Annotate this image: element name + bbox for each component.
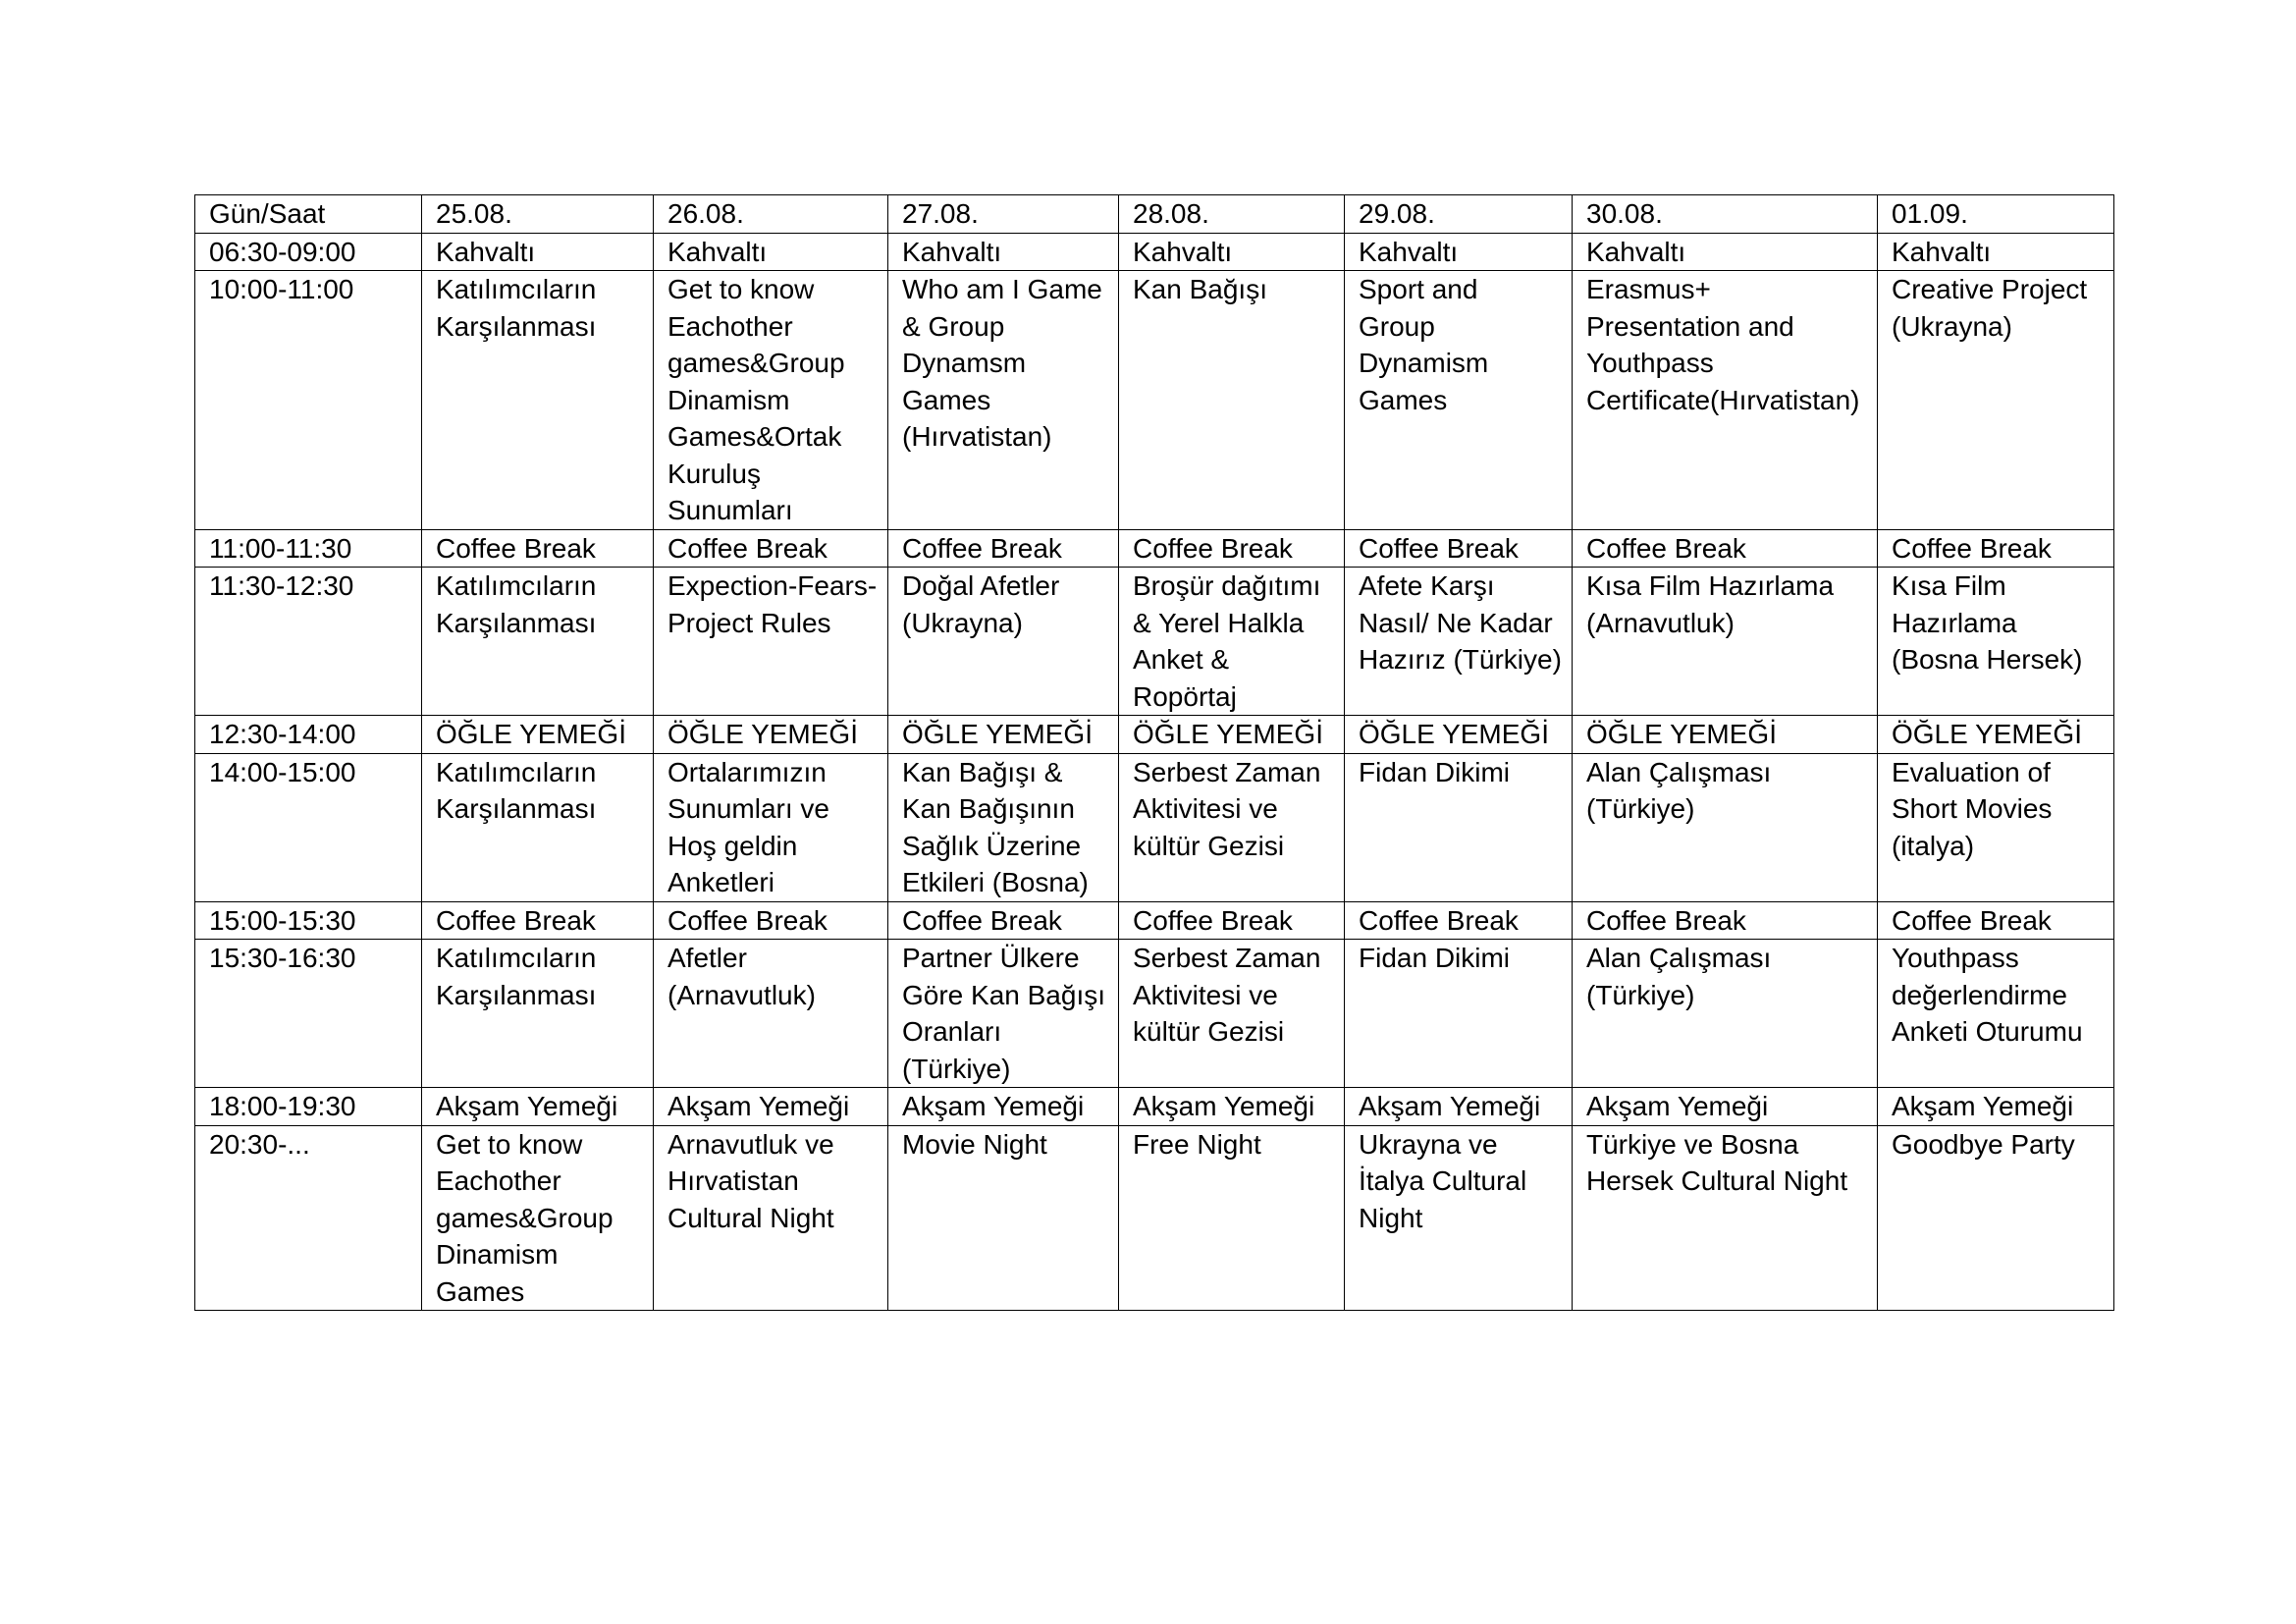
- activity-cell: Kahvaltı: [888, 233, 1119, 271]
- activity-cell: Afetler (Arnavutluk): [654, 940, 888, 1088]
- activity-cell: Katılımcıların Karşılanması: [422, 753, 654, 901]
- activity-cell: Coffee Break: [888, 529, 1119, 568]
- activity-cell: Afete Karşı Nasıl/ Ne Kadar Hazırız (Türkiye): [1345, 568, 1573, 716]
- activity-cell: Youthpass değerlendirme Anketi Oturumu: [1878, 940, 2114, 1088]
- activity-cell: Katılımcıların Karşılanması: [422, 271, 654, 530]
- activity-cell: ÖĞLE YEMEĞİ: [1119, 716, 1345, 754]
- header-cell-date: 30.08.: [1573, 195, 1878, 234]
- activity-cell: Broşür dağıtımı & Yerel Halkla Anket & Ropörtaj: [1119, 568, 1345, 716]
- activity-cell: Serbest Zaman Aktivitesi ve kültür Gezisi: [1119, 940, 1345, 1088]
- activity-cell: Kahvaltı: [1573, 233, 1878, 271]
- activity-cell: Coffee Break: [654, 529, 888, 568]
- activity-cell: Get to know Eachother games&Group Dinamism Games: [422, 1125, 654, 1311]
- activity-cell: Kısa Film Hazırlama (Arnavutluk): [1573, 568, 1878, 716]
- activity-cell: Kahvaltı: [1878, 233, 2114, 271]
- activity-cell: ÖĞLE YEMEĞİ: [422, 716, 654, 754]
- table-row: [195, 233, 2114, 271]
- activity-cell: ÖĞLE YEMEĞİ: [888, 716, 1119, 754]
- activity-cell: Coffee Break: [1345, 901, 1573, 940]
- activity-cell: Coffee Break: [422, 529, 654, 568]
- activity-cell: Akşam Yemeği: [888, 1088, 1119, 1126]
- activity-cell: Coffee Break: [1119, 901, 1345, 940]
- activity-cell: Coffee Break: [1119, 529, 1345, 568]
- time-slot-cell: 11:00-11:30: [195, 529, 422, 568]
- activity-cell: Ortalarımızın Sunumları ve Hoş geldin Anketleri: [654, 753, 888, 901]
- activity-cell: Kahvaltı: [1119, 233, 1345, 271]
- table-row: [195, 716, 2114, 754]
- activity-cell: Coffee Break: [1573, 901, 1878, 940]
- activity-cell: Erasmus+ Presentation and Youthpass Certificate(Hırvatistan): [1573, 271, 1878, 530]
- activity-cell: Türkiye ve Bosna Hersek Cultural Night: [1573, 1125, 1878, 1311]
- header-cell-day-time: Gün/Saat: [195, 195, 422, 234]
- activity-cell: Kan Bağışı & Kan Bağışının Sağlık Üzerine Etkileri (Bosna): [888, 753, 1119, 901]
- activity-cell: Ukrayna ve İtalya Cultural Night: [1345, 1125, 1573, 1311]
- header-cell-date: 27.08.: [888, 195, 1119, 234]
- activity-cell: Coffee Break: [888, 901, 1119, 940]
- table-row: [195, 901, 2114, 940]
- time-slot-cell: 20:30-...: [195, 1125, 422, 1311]
- activity-cell: ÖĞLE YEMEĞİ: [654, 716, 888, 754]
- activity-cell: Coffee Break: [422, 901, 654, 940]
- activity-cell: Who am I Game & Group Dynamsm Games (Hırvatistan): [888, 271, 1119, 530]
- activity-cell: Akşam Yemeği: [422, 1088, 654, 1126]
- activity-cell: Coffee Break: [654, 901, 888, 940]
- activity-cell: Doğal Afetler (Ukrayna): [888, 568, 1119, 716]
- time-slot-cell: 14:00-15:00: [195, 753, 422, 901]
- header-cell-date: 26.08.: [654, 195, 888, 234]
- activity-cell: Coffee Break: [1878, 901, 2114, 940]
- activity-cell: Evaluation of Short Movies (italya): [1878, 753, 2114, 901]
- activity-cell: Serbest Zaman Aktivitesi ve kültür Gezisi: [1119, 753, 1345, 901]
- activity-cell: Akşam Yemeği: [654, 1088, 888, 1126]
- header-cell-date: 25.08.: [422, 195, 654, 234]
- header-cell-date: 28.08.: [1119, 195, 1345, 234]
- activity-cell: Free Night: [1119, 1125, 1345, 1311]
- schedule-table: [194, 194, 2114, 1311]
- activity-cell: Expection-Fears- Project Rules: [654, 568, 888, 716]
- time-slot-cell: 11:30-12:30: [195, 568, 422, 716]
- time-slot-cell: 12:30-14:00: [195, 716, 422, 754]
- table-row: [195, 940, 2114, 1088]
- activity-cell: Goodbye Party: [1878, 1125, 2114, 1311]
- activity-cell: Kısa Film Hazırlama (Bosna Hersek): [1878, 568, 2114, 716]
- header-cell-date: 29.08.: [1345, 195, 1573, 234]
- activity-cell: ÖĞLE YEMEĞİ: [1878, 716, 2114, 754]
- time-slot-cell: 15:30-16:30: [195, 940, 422, 1088]
- activity-cell: Coffee Break: [1345, 529, 1573, 568]
- time-slot-cell: 18:00-19:30: [195, 1088, 422, 1126]
- table-row: [195, 1088, 2114, 1126]
- table-row: [195, 529, 2114, 568]
- activity-cell: Creative Project (Ukrayna): [1878, 271, 2114, 530]
- activity-cell: Kahvaltı: [1345, 233, 1573, 271]
- activity-cell: Katılımcıların Karşılanması: [422, 940, 654, 1088]
- activity-cell: Alan Çalışması (Türkiye): [1573, 940, 1878, 1088]
- schedule-body: [195, 195, 2114, 1311]
- activity-cell: Alan Çalışması (Türkiye): [1573, 753, 1878, 901]
- activity-cell: Coffee Break: [1878, 529, 2114, 568]
- activity-cell: ÖĞLE YEMEĞİ: [1573, 716, 1878, 754]
- activity-cell: Kan Bağışı: [1119, 271, 1345, 530]
- activity-cell: ÖĞLE YEMEĞİ: [1345, 716, 1573, 754]
- time-slot-cell: 15:00-15:30: [195, 901, 422, 940]
- activity-cell: Arnavutluk ve Hırvatistan Cultural Night: [654, 1125, 888, 1311]
- activity-cell: Kahvaltı: [654, 233, 888, 271]
- time-slot-cell: 06:30-09:00: [195, 233, 422, 271]
- activity-cell: Coffee Break: [1573, 529, 1878, 568]
- table-row: [195, 568, 2114, 716]
- activity-cell: Fidan Dikimi: [1345, 753, 1573, 901]
- header-row: [195, 195, 2114, 234]
- activity-cell: Katılımcıların Karşılanması: [422, 568, 654, 716]
- activity-cell: Sport and Group Dynamism Games: [1345, 271, 1573, 530]
- activity-cell: Kahvaltı: [422, 233, 654, 271]
- table-row: [195, 753, 2114, 901]
- activity-cell: Partner Ülkere Göre Kan Bağışı Oranları (Türkiye): [888, 940, 1119, 1088]
- activity-cell: Get to know Eachother games&Group Dinamism Games&Ortak Kuruluş Sunumları: [654, 271, 888, 530]
- activity-cell: Akşam Yemeği: [1119, 1088, 1345, 1126]
- activity-cell: Movie Night: [888, 1125, 1119, 1311]
- table-row: [195, 271, 2114, 530]
- time-slot-cell: 10:00-11:00: [195, 271, 422, 530]
- header-cell-date: 01.09.: [1878, 195, 2114, 234]
- activity-cell: Fidan Dikimi: [1345, 940, 1573, 1088]
- table-row: [195, 1125, 2114, 1311]
- activity-cell: Akşam Yemeği: [1345, 1088, 1573, 1126]
- activity-cell: Akşam Yemeği: [1878, 1088, 2114, 1126]
- activity-cell: Akşam Yemeği: [1573, 1088, 1878, 1126]
